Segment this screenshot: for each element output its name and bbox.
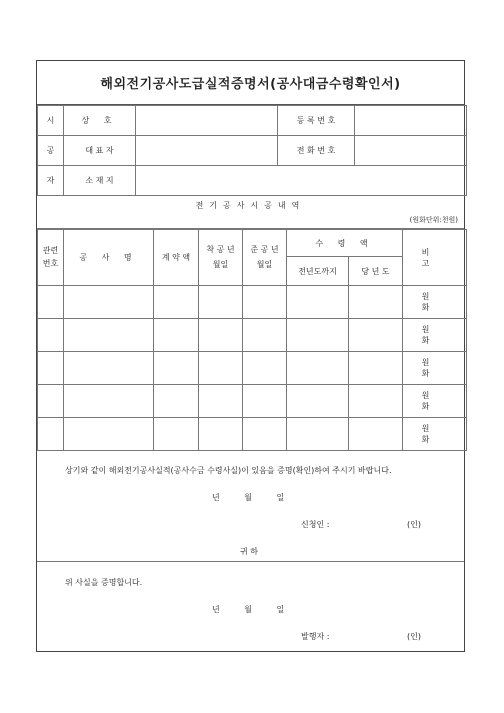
currency-unit-note: (원화단위:천원) — [409, 216, 458, 224]
row-remark: 원 화 — [403, 418, 467, 451]
row-remark: 원 화 — [403, 286, 467, 319]
recipient-label: 귀 하 — [240, 547, 258, 556]
col-received-amount: 수 령 액 — [287, 230, 403, 257]
applicant-signature-label: 신청인 : — [301, 520, 330, 529]
applicant-table — [37, 105, 467, 196]
works-table — [37, 229, 467, 451]
row-remark: 원 화 — [403, 352, 467, 385]
date-line: 년 월 일 — [212, 493, 285, 502]
label-registration-number: 등 록 번 호 — [278, 106, 355, 136]
phone-number-field[interactable] — [355, 136, 467, 166]
issuer-signature-label: 발행자 : — [301, 632, 330, 641]
label-address: 소 재 지 — [64, 166, 136, 196]
col-completion-date: 준 공 년월일 — [243, 230, 287, 286]
certification-area — [37, 451, 464, 653]
side-char-2: 공 — [38, 136, 64, 166]
company-name-field[interactable] — [136, 106, 278, 136]
registration-number-field[interactable] — [355, 106, 467, 136]
table-row — [38, 352, 467, 385]
col-contract-amount: 계 약 액 — [154, 230, 199, 286]
label-representative: 대 표 자 — [64, 136, 136, 166]
label-company-name: 상 호 — [64, 106, 136, 136]
table-row — [38, 286, 467, 319]
address-field[interactable] — [136, 166, 467, 196]
col-remark: 비 고 — [403, 230, 467, 286]
works-section-header — [37, 195, 464, 229]
col-related-no: 관련번호 — [38, 230, 64, 286]
table-row — [38, 418, 467, 451]
certify-text: 위 사실을 증명합니다. — [65, 578, 143, 587]
row-remark: 원 화 — [403, 385, 467, 418]
col-until-last-year: 전년도까지 — [287, 257, 349, 286]
table-row — [38, 319, 467, 352]
side-char-1: 시 — [38, 106, 64, 136]
issue-date-line: 년 월 일 — [212, 605, 285, 614]
applicant-seal: (인) — [407, 520, 421, 529]
col-work-name: 공 사 명 — [64, 230, 154, 286]
section-divider — [37, 561, 464, 562]
label-phone-number: 전 화 번 호 — [278, 136, 355, 166]
col-start-date: 착 공 년월일 — [199, 230, 243, 286]
works-section-title: 전기공사시공내역 — [195, 201, 306, 210]
request-text: 상기와 같이 해외전기공사실적(공사수금 수령사실)이 있음을 증명(확인)하여 주시기 바랍니다. — [65, 466, 392, 475]
side-char-3: 자 — [38, 166, 64, 196]
form-title: 해외전기공사도급실적증명서(공사대금수령확인서) — [37, 61, 464, 105]
representative-field[interactable] — [136, 136, 278, 166]
row-remark: 원 화 — [403, 319, 467, 352]
issuer-seal: (인) — [407, 632, 421, 641]
col-this-year: 당 년 도 — [349, 257, 403, 286]
table-row — [38, 385, 467, 418]
certificate-form — [36, 60, 465, 652]
